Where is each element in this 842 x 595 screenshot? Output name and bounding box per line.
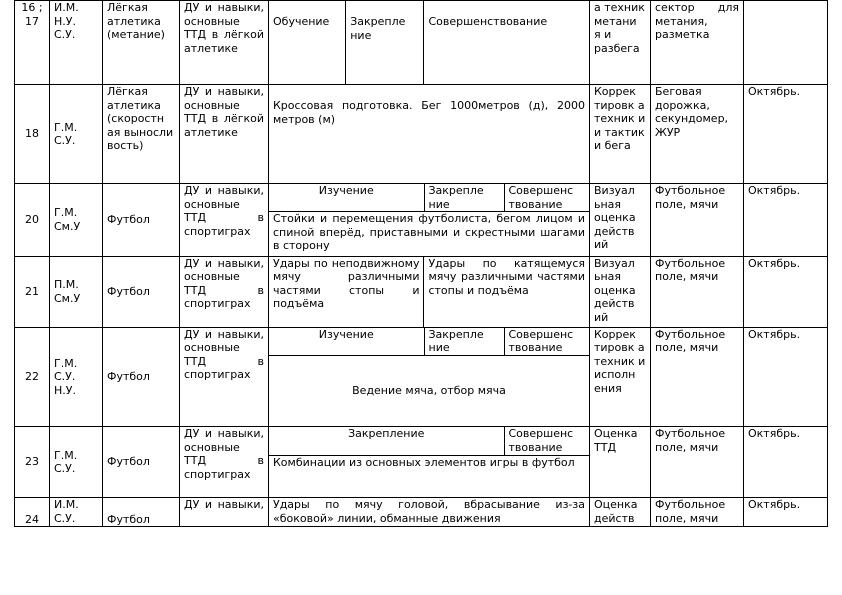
month-cell: Октябрь.	[744, 85, 828, 184]
content-cell: Комбинации из основных элементов игры в футбол	[269, 455, 589, 497]
lesson-number: 23	[15, 427, 50, 498]
teachers-cell: Г.М. См.У	[50, 184, 103, 257]
month-cell: Октябрь.	[744, 327, 828, 427]
section-cell: Футбол	[103, 427, 180, 498]
content-group	[269, 427, 590, 498]
teachers-cell: И.М. С.У.	[50, 498, 103, 527]
stage-cell: Совершенс твование	[504, 184, 589, 212]
teachers-cell: Г.М. С.У.	[50, 427, 103, 498]
stage-subtable	[269, 427, 589, 497]
section-cell: Футбол	[103, 498, 180, 527]
stage-cell: Изучение	[269, 184, 424, 212]
table-row	[15, 327, 828, 427]
month-cell: Октябрь.	[744, 256, 828, 327]
skills-cell: ДУ и навыки, основные ТТД в лёгкой атлетике	[180, 85, 269, 184]
stage-cell: Совершенс твование	[504, 427, 589, 455]
table-row	[15, 85, 828, 184]
control-cell: Оценка действ	[590, 498, 651, 527]
lesson-number: 18	[15, 85, 50, 184]
equipment-cell: Беговая дорожка, секундомер, ЖУР	[651, 85, 744, 184]
skills-cell: ДУ и навыки, основные ТТД в лёгкой атлетике	[180, 1, 269, 85]
teachers-cell: Г.М. С.У. Н.У.	[50, 327, 103, 427]
lesson-plan-table	[14, 0, 828, 527]
stage-cell: Совершенствование	[424, 1, 590, 85]
content-cell: Удары по неподвижному мячу различными частями стопы и подъёма	[269, 256, 424, 327]
content-cell: Удары по мячу головой, вбрасывание из-за «боковой» линии, обманные движения	[269, 498, 590, 527]
control-cell: Оценка ТТД	[590, 427, 651, 498]
teachers-cell: Г.М. С.У.	[50, 85, 103, 184]
lesson-number: 16 ; 17	[15, 1, 50, 85]
stage-cell: Совершенс твование	[504, 328, 589, 356]
control-cell: Коррек тировк а техник и исполн ения	[590, 327, 651, 427]
stage-subtable	[269, 184, 589, 256]
table-row	[15, 184, 828, 257]
equipment-cell: Футбольное поле, мячи	[651, 427, 744, 498]
content-cell: Стойки и перемещения футболиста, бегом лицом и спиной вперёд, приставными и скрестными шагами в сторону	[269, 212, 589, 256]
stage-cell: Закрепле ние	[346, 1, 424, 85]
stage-cell: Закрепле ние	[424, 328, 504, 356]
control-cell: Визуал ьная оценка действ ий	[590, 184, 651, 257]
section-cell: Футбол	[103, 256, 180, 327]
skills-cell: ДУ и навыки, основные ТТД в спортиграх	[180, 256, 269, 327]
skills-cell: ДУ и навыки,	[180, 498, 269, 527]
lesson-number: 21	[15, 256, 50, 327]
section-cell: Футбол	[103, 327, 180, 427]
teachers-cell: П.М. См.У	[50, 256, 103, 327]
table-row	[15, 256, 828, 327]
equipment-cell: Футбольное поле, мячи	[651, 256, 744, 327]
skills-cell: ДУ и навыки, основные ТТД в спортиграх	[180, 327, 269, 427]
stage-cell: Изучение	[269, 328, 424, 356]
content-group	[269, 184, 590, 257]
table-row	[15, 498, 828, 527]
stage-cell: Закрепле ние	[424, 184, 504, 212]
plan-document	[14, 0, 828, 527]
content-group	[269, 327, 590, 427]
stage-cell: Обучение	[269, 1, 346, 85]
month-cell: Октябрь.	[744, 498, 828, 527]
table-row	[15, 1, 828, 85]
equipment-cell: сектор для метания, разметка	[651, 1, 744, 85]
month-cell	[744, 1, 828, 85]
section-cell: Лёгкая атлетика (скоростн ая выносли вость)	[103, 85, 180, 184]
control-cell: а техник метани я и разбега	[590, 1, 651, 85]
section-cell: Футбол	[103, 184, 180, 257]
table-row	[15, 427, 828, 498]
month-cell: Октябрь.	[744, 427, 828, 498]
stage-cell: Закрепление	[269, 427, 504, 455]
lesson-number: 22	[15, 327, 50, 427]
content-cell: Кроссовая подготовка. Бег 1000метров (д), 2000 метров (м)	[269, 85, 590, 184]
content-cell: Ведение мяча, отбор мяча	[269, 355, 589, 426]
lesson-number: 24	[15, 498, 50, 527]
skills-cell: ДУ и навыки, основные ТТД в спортиграх	[180, 184, 269, 257]
control-cell: Коррек тировк а техник и и тактик и бега	[590, 85, 651, 184]
teachers-cell: И.М. Н.У. С.У.	[50, 1, 103, 85]
content-cell: Удары по катящемуся мячу различными частями стопы и подъёма	[424, 256, 590, 327]
section-cell: Лёгкая атлетика (метание)	[103, 1, 180, 85]
stage-subtable	[269, 328, 589, 427]
equipment-cell: Футбольное поле, мячи	[651, 498, 744, 527]
equipment-cell: Футбольное поле, мячи	[651, 184, 744, 257]
lesson-number: 20	[15, 184, 50, 257]
skills-cell: ДУ и навыки, основные ТТД в спортиграх	[180, 427, 269, 498]
equipment-cell: Футбольное поле, мячи	[651, 327, 744, 427]
control-cell: Визуал ьная оценка действ ий	[590, 256, 651, 327]
month-cell: Октябрь.	[744, 184, 828, 257]
